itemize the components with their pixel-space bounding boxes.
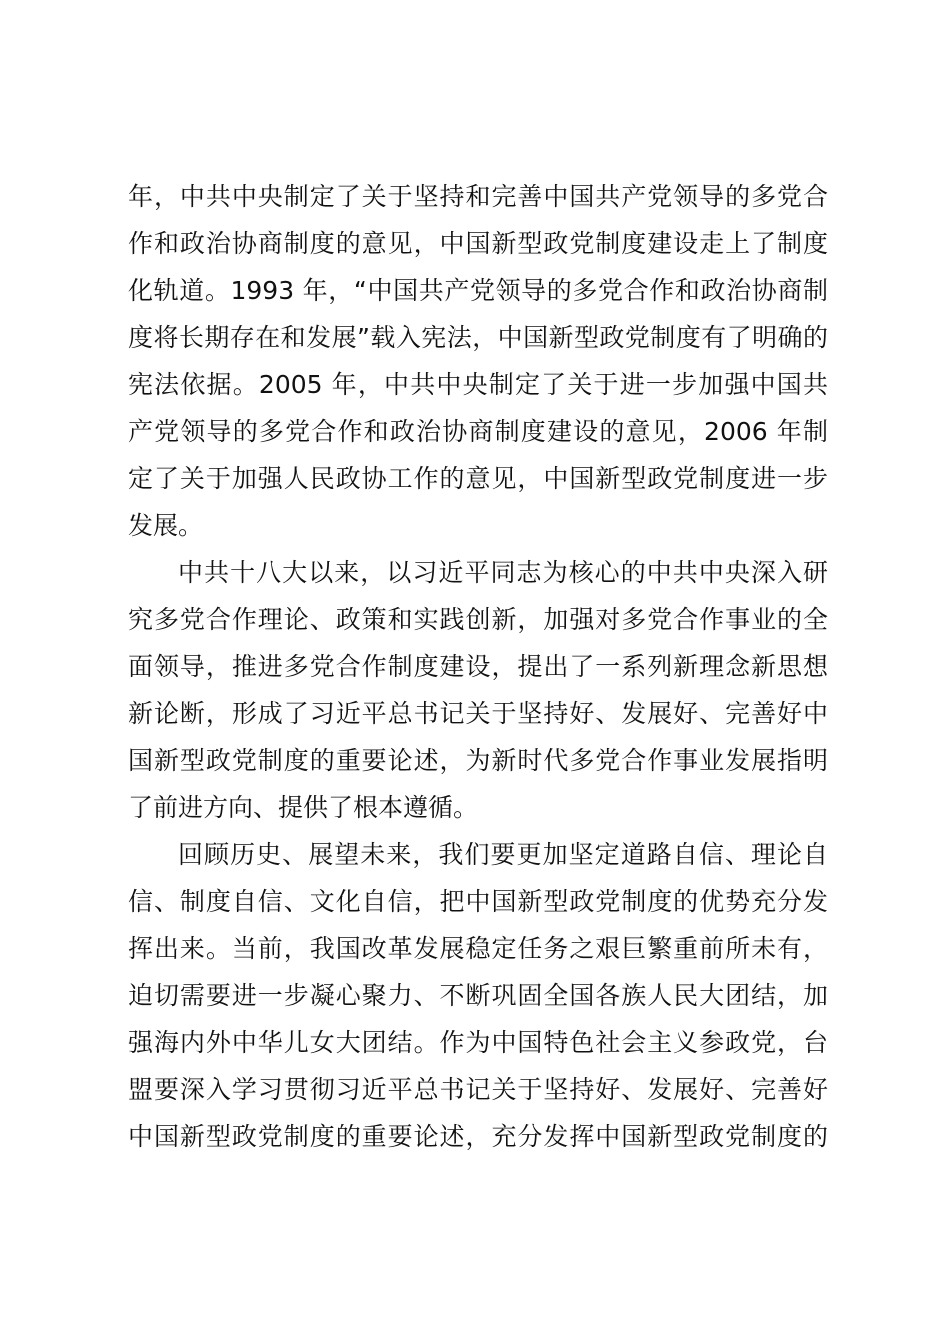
text-line: 度将长期存在和发展”载入宪法，中国新型政党制度有了明确的 [128,323,828,352]
text-line: 强海内外中华儿女大团结。作为中国特色社会主义参政党，台 [128,1028,828,1057]
text-line: 化轨道。1993 年，“中国共产党领导的多党合作和政治协商制 [128,276,828,305]
body-text [128,173,828,1160]
text-line: 国新型政党制度的重要论述，为新时代多党合作事业发展指明 [128,746,828,775]
text-line: 发展。 [128,511,204,540]
text-line: 挥出来。当前，我国改革发展稳定任务之艰巨繁重前所未有， [128,934,828,963]
text-line: 中国新型政党制度的重要论述，充分发挥中国新型政党制度的 [128,1122,828,1151]
text-line: 究多党合作理论、政策和实践创新，加强对多党合作事业的全 [128,605,828,634]
text-line: 盟要深入学习贯彻习近平总书记关于坚持好、发展好、完善好 [128,1075,828,1104]
text-line: 了前进方向、提供了根本遵循。 [128,793,479,822]
text-line: 新论断，形成了习近平总书记关于坚持好、发展好、完善好中 [128,699,828,728]
paragraph-2 [128,549,828,831]
text-line: 迫切需要进一步凝心聚力、不断巩固全国各族人民大团结，加 [128,981,828,1010]
text-line: 年，中共中央制定了关于坚持和完善中国共产党领导的多党合 [128,182,828,211]
paragraph-1 [128,173,828,549]
text-line: 回顾历史、展望未来，我们要更加坚定道路自信、理论自 [178,840,828,869]
text-line: 中共十八大以来，以习近平同志为核心的中共中央深入研 [178,558,828,587]
text-line: 定了关于加强人民政协工作的意见，中国新型政党制度进一步 [128,464,828,493]
text-line: 宪法依据。2005 年，中共中央制定了关于进一步加强中国共 [128,370,828,399]
paragraph-3 [128,831,828,1160]
text-line: 信、制度自信、文化自信，把中国新型政党制度的优势充分发 [128,887,828,916]
text-line: 产党领导的多党合作和政治协商制度建设的意见，2006 年制 [128,417,828,446]
text-line: 面领导，推进多党合作制度建设，提出了一系列新理念新思想 [128,652,828,681]
text-line: 作和政治协商制度的意见，中国新型政党制度建设走上了制度 [128,229,828,258]
